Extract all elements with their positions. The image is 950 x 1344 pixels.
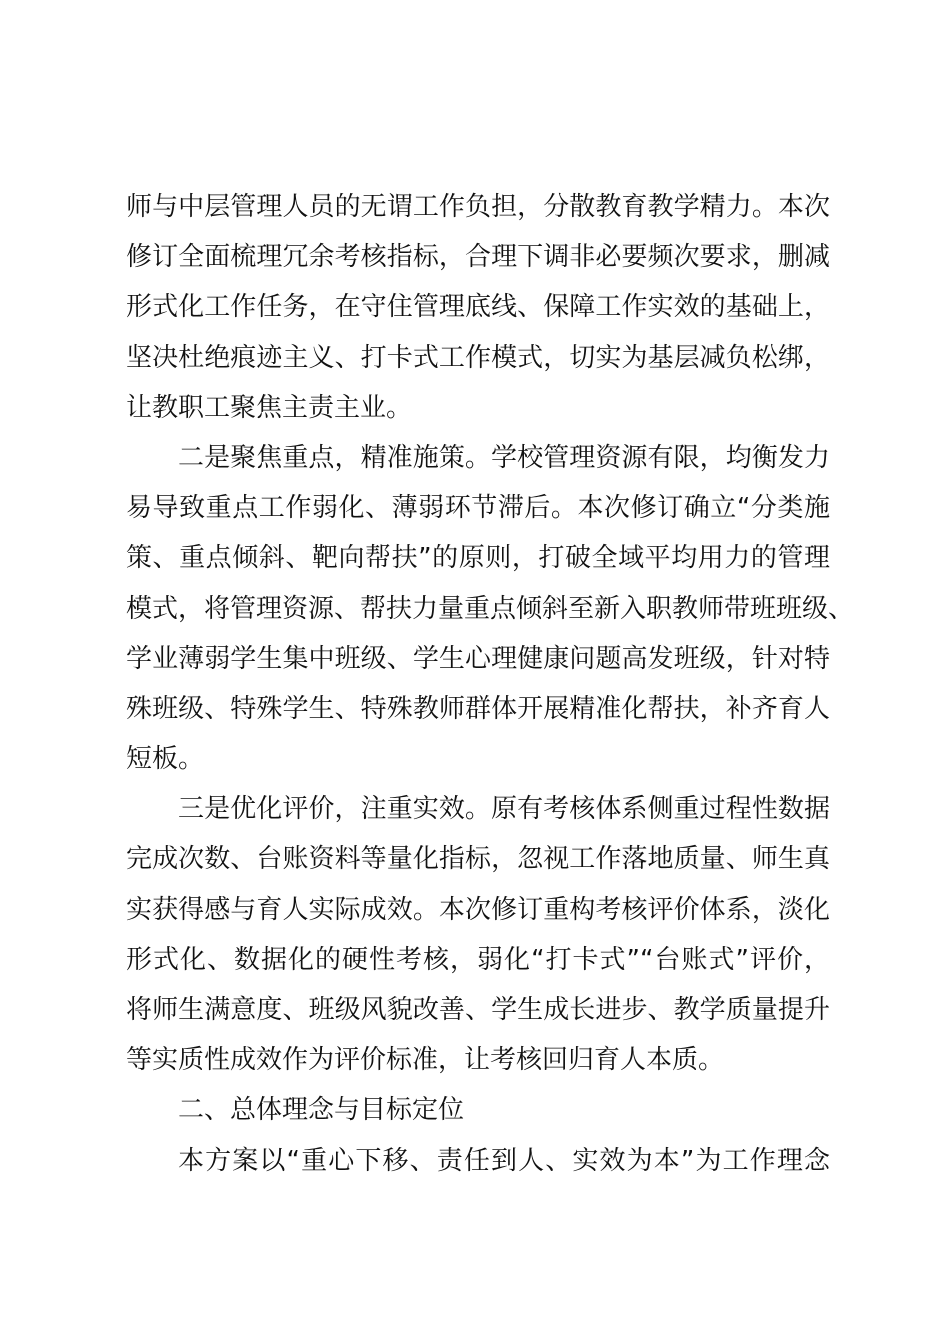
text-line-5: 让教职工聚焦主责主业。 [126,392,413,423]
text-line-6: 二是聚焦重点，精准施策。学校管理资源有限，均衡发力 [178,442,830,473]
text-line-16: 形式化、数据化的硬性考核，弱化“打卡式”“台账式”评价， [126,944,830,975]
section-heading: 二、总体理念与目标定位 [178,1095,465,1126]
text-line-12: 短板。 [126,744,205,775]
text-line-17: 将师生满意度、班级风貌改善、学生成长进步、教学质量提升 [126,995,830,1025]
text-line-2: 修订全面梳理冗余考核指标，合理下调非必要频次要求，删减 [126,242,830,273]
text-line-1: 师与中层管理人员的无谓工作负担，分散教育教学精力。本次 [126,192,830,222]
text-line-3: 形式化工作任务，在守住管理底线、保障工作实效的基础上， [126,292,830,323]
document-body [126,182,855,1186]
text-line-15: 实获得感与育人实际成效。本次修订重构考核评价体系，淡化 [126,894,830,925]
text-line-18: 等实质性成效作为评价标准，让考核回归育人本质。 [126,1045,725,1076]
text-line-9: 模式，将管理资源、帮扶力量重点倾斜至新入职教师带班班级、 [126,593,855,624]
text-line-8: 策、重点倾斜、靶向帮扶”的原则，打破全域平均用力的管理 [126,543,830,574]
text-line-14: 完成次数、台账资料等量化指标，忽视工作落地质量、师生真 [126,844,830,875]
text-line-10: 学业薄弱学生集中班级、学生心理健康问题高发班级，针对特 [126,643,830,674]
text-line-4: 坚决杜绝痕迹主义、打卡式工作模式，切实为基层减负松绑， [126,342,830,373]
text-line-11: 殊班级、特殊学生、特殊教师群体开展精准化帮扶，补齐育人 [126,693,830,724]
text-line-20: 本方案以“重心下移、责任到人、实效为本”为工作理念 [178,1145,830,1176]
text-line-7: 易导致重点工作弱化、薄弱环节滞后。本次修订确立“分类施 [126,493,830,524]
text-line-13: 三是优化评价，注重实效。原有考核体系侧重过程性数据 [178,794,830,825]
